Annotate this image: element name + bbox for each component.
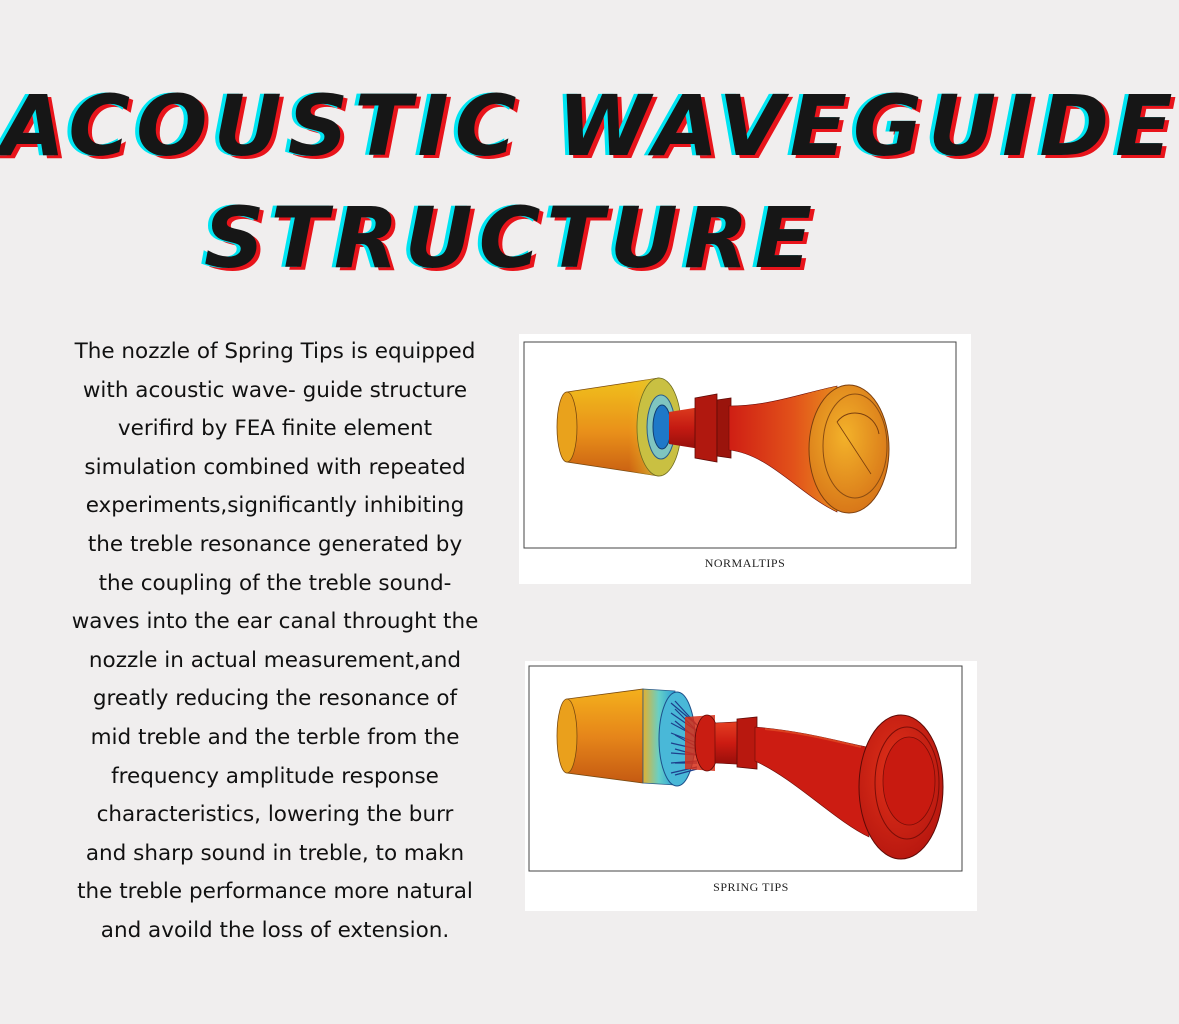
description-line: greatly reducing the resonance of — [92, 686, 458, 712]
description-line: and sharp sound in treble, to makn — [85, 840, 465, 866]
normal-tips-figure — [519, 334, 971, 584]
description-line: the treble resonance generated by — [87, 531, 463, 557]
normal-tips-caption: NORMALTIPS — [704, 556, 786, 570]
description-line: nozzle in actual measurement,and — [88, 647, 462, 673]
normal-tips-simulation-image — [519, 334, 971, 584]
description-line: frequency amplitude response — [111, 763, 439, 789]
description-line: with acoustic wave- guide structure — [82, 377, 468, 403]
title-line-2: STRUCTURE — [204, 189, 818, 287]
title-line-1: ACOUSTIC WAVEGUIDE — [0, 77, 1179, 175]
description-line: mid treble and the terble from the — [90, 724, 460, 750]
spring-tips-figure — [525, 661, 977, 911]
description-line: the treble performance more natural — [77, 879, 473, 905]
description-line: verifird by FEA finite element — [117, 416, 433, 442]
description-line: simulation combined with repeated — [84, 454, 466, 480]
description-paragraph — [36, 333, 514, 951]
description-line: The nozzle of Spring Tips is equipped — [74, 339, 476, 364]
description-line: characteristics, lowering the burr — [96, 802, 454, 828]
spring-tips-simulation-image — [525, 661, 977, 911]
description-line: experiments,significantly inhibiting — [85, 493, 465, 519]
spring-tips-caption: SPRING TIPS — [713, 880, 789, 894]
description-line: the coupling of the treble sound- — [98, 570, 452, 596]
description-line: and avoild the loss of extension. — [100, 917, 450, 943]
description-line: waves into the ear canal throught the — [71, 609, 479, 635]
